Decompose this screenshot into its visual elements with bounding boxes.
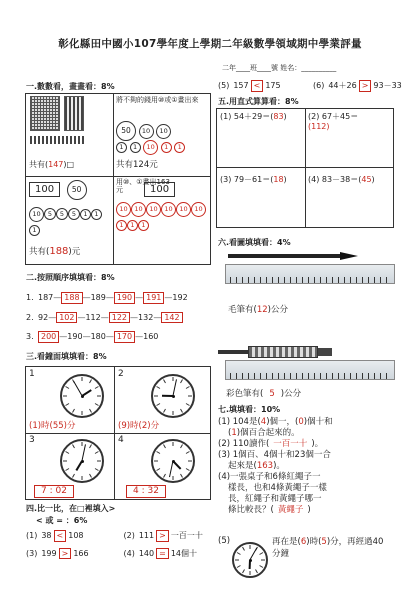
clock-grid	[25, 366, 211, 500]
compare-item: (3) 199 > 166	[26, 548, 89, 558]
cell3-bills	[29, 180, 87, 200]
clock-face-4	[151, 439, 195, 483]
sequence-answer: 190	[114, 292, 135, 304]
clock-answer-3: 7 : 02	[34, 485, 74, 498]
section1-heading: 一.數數看，畫畫看：8%	[26, 82, 115, 91]
sequence-given: 192	[172, 293, 188, 302]
tens-blocks-picture	[64, 96, 84, 131]
coin-10-icon: 10	[116, 202, 131, 217]
section4-heading: 四.比一比，在□裡填入>	[26, 504, 116, 513]
clock-face-q5	[232, 542, 268, 578]
coin-10-icon: 10	[161, 202, 176, 217]
cell4-instruction: 用⑩、①畫出163元	[116, 178, 170, 195]
sequence-row: 3. 200 —190—180— 170 —160	[26, 332, 159, 342]
cell2-coins-row2	[116, 140, 185, 155]
q5-label: (5)	[218, 536, 231, 546]
coin-1-icon: 1	[161, 142, 172, 153]
coin-1-icon: 1	[116, 220, 127, 231]
coin-10-icon: 10	[191, 202, 206, 217]
sequence-given: 189	[90, 293, 106, 302]
cell2-instruction: 將不夠的錢用⑩或①畫出來	[116, 96, 199, 104]
sequence-row: 1. 187— 188 —189— 190 — 191 —192	[26, 293, 188, 302]
cell2-total: 共有124元	[116, 160, 158, 170]
sequence-answer: 122	[109, 312, 130, 324]
cell1-total-answer: 147	[48, 160, 64, 169]
marker-pen-picture	[218, 345, 348, 359]
clock-number: 3	[29, 435, 35, 445]
coin-1-icon: 1	[29, 225, 40, 236]
cell4-drawn-coins	[116, 202, 211, 217]
sequence-rows	[26, 292, 216, 351]
section4-heading-cont: < 或 = ：6%	[36, 516, 88, 525]
section2-heading: 二.按照順序填填看：8%	[26, 273, 115, 282]
clock-answer-1: (1)時(55)分	[29, 421, 76, 431]
compare-operator-answer: <	[54, 530, 67, 542]
coin-1-icon: 1	[127, 220, 138, 231]
section6-heading: 六.看圖填填看：4%	[218, 238, 291, 247]
clock-answer-2: (9)時(2)分	[118, 421, 160, 431]
coin-10-icon: 10	[143, 140, 158, 155]
marker-answer: 彩色筆有( 5 )公分	[226, 389, 302, 399]
sequence-answer: 170	[114, 331, 135, 343]
bill-100-icon: 100	[144, 182, 175, 197]
section3-heading: 三.看鐘面填填看：8%	[26, 352, 107, 361]
sequence-given: 187	[38, 293, 54, 302]
compare-items-continued	[218, 80, 408, 92]
clock-face-3	[60, 439, 104, 483]
calc-problem-3: (3) 79－61＝(18)	[220, 175, 287, 184]
compare-item: (5) 157 < 175	[218, 81, 281, 90]
sequence-given: 92	[38, 312, 49, 322]
clock-number: 1	[29, 369, 35, 379]
clock-number: 4	[118, 435, 124, 445]
money-count-grid	[25, 93, 211, 265]
cell2-coins	[116, 121, 171, 141]
calc-problem-2: (2) 67＋45＝ (112)	[308, 112, 359, 131]
ruler-picture	[225, 264, 395, 284]
student-info-fields: 二年____班____號 姓名：__________	[222, 64, 337, 72]
coin-10-icon: 10	[131, 202, 146, 217]
coin-1-icon: 1	[80, 209, 91, 220]
compare-operator-answer: >	[156, 530, 169, 542]
cell3-coins	[29, 207, 102, 222]
coin-10-icon: 10	[146, 202, 161, 217]
compare-item: (4) 140 = 14個十	[123, 548, 198, 558]
minute-hand	[73, 381, 82, 396]
compare-item: (2) 111 > 一百一十	[123, 531, 203, 540]
hundred-blocks-picture	[30, 96, 60, 131]
ones-blocks-picture	[30, 136, 84, 144]
coin-50-icon: 50	[116, 121, 136, 141]
cell1-total: 共有(147)□	[29, 160, 75, 169]
clock-answer-4: 4 : 32	[126, 485, 166, 498]
calc-problem-1: (1) 54＋29＝(83)	[220, 112, 287, 121]
sequence-answer: 188	[61, 292, 82, 304]
vertical-calc-grid	[216, 108, 394, 228]
compare-operator-answer: =	[156, 548, 169, 560]
coin-10-icon: 10	[176, 202, 191, 217]
clock-number: 2	[118, 369, 124, 379]
bill-100-icon: 100	[29, 182, 60, 197]
coin-1-icon: 1	[91, 209, 102, 220]
coin-1-icon: 1	[138, 220, 149, 231]
compare-item: (1) 38 < 108	[26, 531, 84, 540]
sequence-answer: 200	[38, 331, 59, 343]
sequence-row: 2. 92— 102 —112— 122 —132— 142	[26, 312, 216, 324]
minute-hand	[169, 461, 173, 478]
minute-hand	[173, 380, 177, 397]
clock-face-1	[60, 374, 104, 418]
coin-5-icon: 5	[56, 208, 68, 220]
coin-10-icon: 10	[156, 124, 171, 139]
compare-operator-answer: >	[59, 548, 72, 560]
sequence-given: 132	[138, 312, 154, 322]
coin-1-icon: 1	[116, 142, 127, 153]
compare-items	[26, 530, 221, 565]
page-title: 彰化縣田中國小107學年度上學期二年級數學領域期中學業評量	[58, 38, 362, 50]
section7-heading: 七.填填看：10%	[218, 405, 281, 414]
sequence-given: 180	[90, 332, 106, 342]
fill-in-questions: (1) 104是(4)個一，(0)個十和 (1)個百合起來的。 (2) 110讀作( 一百一十 )。 (3) 1個百、4個十和23個一合 起來是(163)。 (4)一張桌子和6條紅繩子一 樣長，也和4條黃繩子一樣 長，紅繩子和黃繩子哪一 條比較長？( 黃繩子 )	[218, 417, 333, 515]
coin-5-icon: 5	[44, 208, 56, 220]
clock-face-2	[151, 374, 195, 418]
coin-5-icon: 5	[68, 208, 80, 220]
brush-pen-picture	[228, 252, 358, 260]
cell3-total-answer: 188	[49, 246, 69, 257]
sequence-answer: 191	[143, 292, 164, 304]
sequence-given: 190	[67, 332, 83, 342]
section5-heading: 五.用直式算算看：8%	[218, 97, 299, 106]
coin-10-icon: 10	[139, 124, 154, 139]
calc-problem-4: (4) 83－38＝(45)	[308, 175, 375, 184]
q5-text: 再在是(6)時(5)分，再經過40 分鐘	[272, 537, 384, 559]
brush-answer: 毛筆有(12)公分	[228, 305, 288, 315]
sequence-answer: 102	[56, 312, 77, 324]
sequence-given: 160	[143, 332, 159, 342]
compare-operator-answer: <	[251, 80, 264, 92]
coin-10-icon: 10	[29, 207, 44, 222]
coin-1-icon: 1	[174, 142, 185, 153]
compare-item: (6) 44＋26 > 93－33	[313, 81, 402, 90]
sequence-given: 112	[85, 312, 101, 322]
ruler-picture	[225, 360, 395, 380]
coin-50-icon: 50	[67, 180, 87, 200]
minute-hand	[82, 445, 86, 462]
sequence-answer: 142	[161, 312, 182, 324]
compare-operator-answer: >	[359, 80, 372, 92]
coin-1-icon: 1	[130, 142, 141, 153]
cell3-total: 共有(188)元	[29, 246, 81, 257]
